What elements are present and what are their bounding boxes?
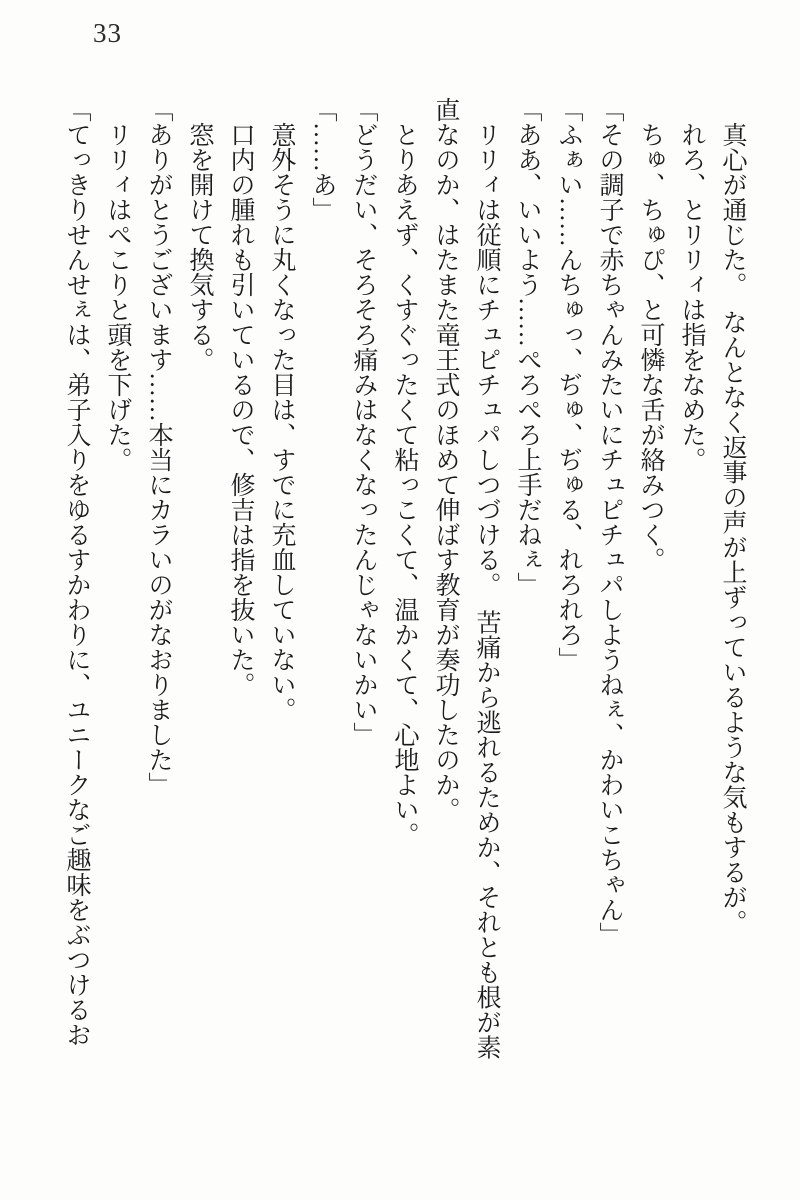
paragraph: 「ふぁい……んちゅっ、ぢゅ、ぢゅる、れろれろ」 bbox=[555, 97, 582, 672]
paragraph: 「どうだい、そろそろ痛みはなくなったんじゃないかい」 bbox=[350, 97, 377, 747]
paragraph: 意外そうに丸くなった目は、すでに充血していない。 bbox=[268, 97, 295, 722]
paragraph: 窓を開けて換気する。 bbox=[186, 97, 213, 372]
vertical-text-body bbox=[56, 97, 753, 1083]
paragraph: 「ああ、いいよう……ぺろぺろ上手だねぇ」 bbox=[514, 97, 541, 597]
paragraph: 「てっきりせんせぇは、弟子入りをゆるすかわりに、ユニークなご趣味をぶつけるお bbox=[63, 97, 90, 1047]
paragraph: リリィはぺこりと頭を下げた。 bbox=[104, 97, 131, 472]
paragraph: 「ありがとうございます……本当にカラいのがなおりました」 bbox=[145, 97, 172, 797]
paragraph: リリィは従順にチュピチュパしつづける。 苦痛から逃れるためか、それとも根が素直なのか、はたまた竜王式のほめて伸ばす教育が奏功したのか。 bbox=[432, 97, 500, 1060]
paragraph: 口内の腫れも引いているので、修吉は指を抜いた。 bbox=[227, 97, 254, 697]
paragraph: とりあえず、くすぐったくて粘っこくて、温かくて、心地よい。 bbox=[391, 97, 418, 847]
page-number: 33 bbox=[93, 18, 122, 48]
paragraph: れろ、とリリィは指をなめた。 bbox=[678, 97, 705, 472]
paragraph: 「……あ」 bbox=[309, 97, 336, 222]
paragraph: 「その調子で赤ちゃんみたいにチュピチュパしようねぇ、かわいこちゃん」 bbox=[596, 97, 623, 947]
paragraph: 真心が通じた。 なんとなく返事の声が上ずっているような気もするが。 bbox=[719, 97, 746, 935]
paragraph: ちゅ、ちゅぴ、と可憐な舌が絡みつく。 bbox=[637, 97, 664, 572]
